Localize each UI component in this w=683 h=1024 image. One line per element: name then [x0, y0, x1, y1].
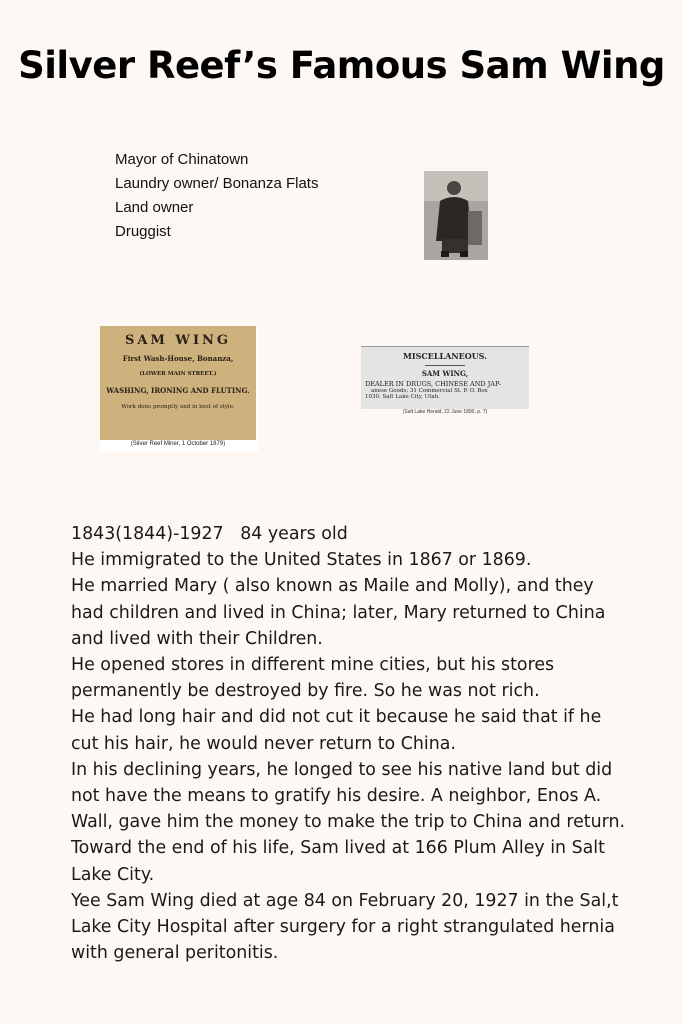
newspaper-clipping-silver-reef-miner	[100, 326, 258, 452]
clipping-heading: SAM WING	[124, 333, 232, 348]
bio-paragraph: Toward the end of his life, Sam lived at 166 Plum Alley in Salt Lake City.	[71, 838, 605, 885]
bio-paragraph: He married Mary ( also known as Maile and Molly), and they had children and lived in China; later, Mary returned to China and lived with their Children.	[71, 576, 606, 649]
clipping-services: WASHING, IRONING AND FLUTING.	[106, 386, 250, 395]
clipping-caption: (Silver Reef Miner, 1 October 1879)	[130, 441, 226, 447]
bio-paragraph: He opened stores in different mine cities, but his stores permanently be destroyed by fire. So he was not rich.	[71, 655, 555, 702]
clipping-line: DEALER IN DRUGS, CHINESE AND JAP-	[365, 380, 502, 388]
role-item: Laundry owner/ Bonanza Flats	[115, 175, 319, 192]
clipping-caption: (Salt Lake Herald, 22 June 1890, p. 7)	[402, 409, 488, 415]
clipping-line: anese Goods; 31 Commercial St. P. O. Box	[371, 388, 488, 394]
clipping-subheading: First Wash-House, Bonanza,	[122, 354, 234, 363]
roles-list	[115, 150, 325, 246]
role-item: Druggist	[115, 223, 171, 240]
clipping-note: Work done promptly and in best of style.	[121, 404, 235, 410]
bio-paragraph: He had long hair and did not cut it because he said that if he cut his hair, he would never return to China.	[71, 707, 602, 754]
page-title: Silver Reef’s Famous Sam Wing	[18, 44, 665, 87]
bio-paragraph: In his declining years, he longed to see his native land but did not have the means to gratify his desire. A neighbor, Enos A. Wall, gave him the money to make the trip to China and return.	[71, 759, 626, 833]
bio-paragraph: 1843(1844)-1927 84 years old	[71, 524, 348, 544]
biography-text	[71, 521, 631, 966]
role-item: Mayor of Chinatown	[115, 151, 249, 168]
role-item: Land owner	[115, 199, 194, 216]
bio-paragraph: Yee Sam Wing died at age 84 on February 20, 1927 in the Sal,t Lake City Hospital after surgery for a right strangulated hernia with general peritonitis.	[71, 890, 619, 964]
clipping-address: (LOWER MAIN STREET.)	[139, 371, 217, 377]
sam-wing-portrait-photo	[424, 171, 488, 260]
bio-paragraph: He immigrated to the United States in 1867 or 1869.	[71, 550, 532, 571]
clipping-name: SAM WING,	[421, 369, 469, 378]
portrait-figure-icon	[424, 171, 488, 260]
clipping-line: 1030. Salt Lake City, Utah.	[365, 394, 440, 400]
clipping-section: MISCELLANEOUS.	[403, 351, 487, 361]
clipping-rule	[425, 365, 465, 366]
newspaper-clipping-salt-lake-herald	[361, 346, 529, 416]
